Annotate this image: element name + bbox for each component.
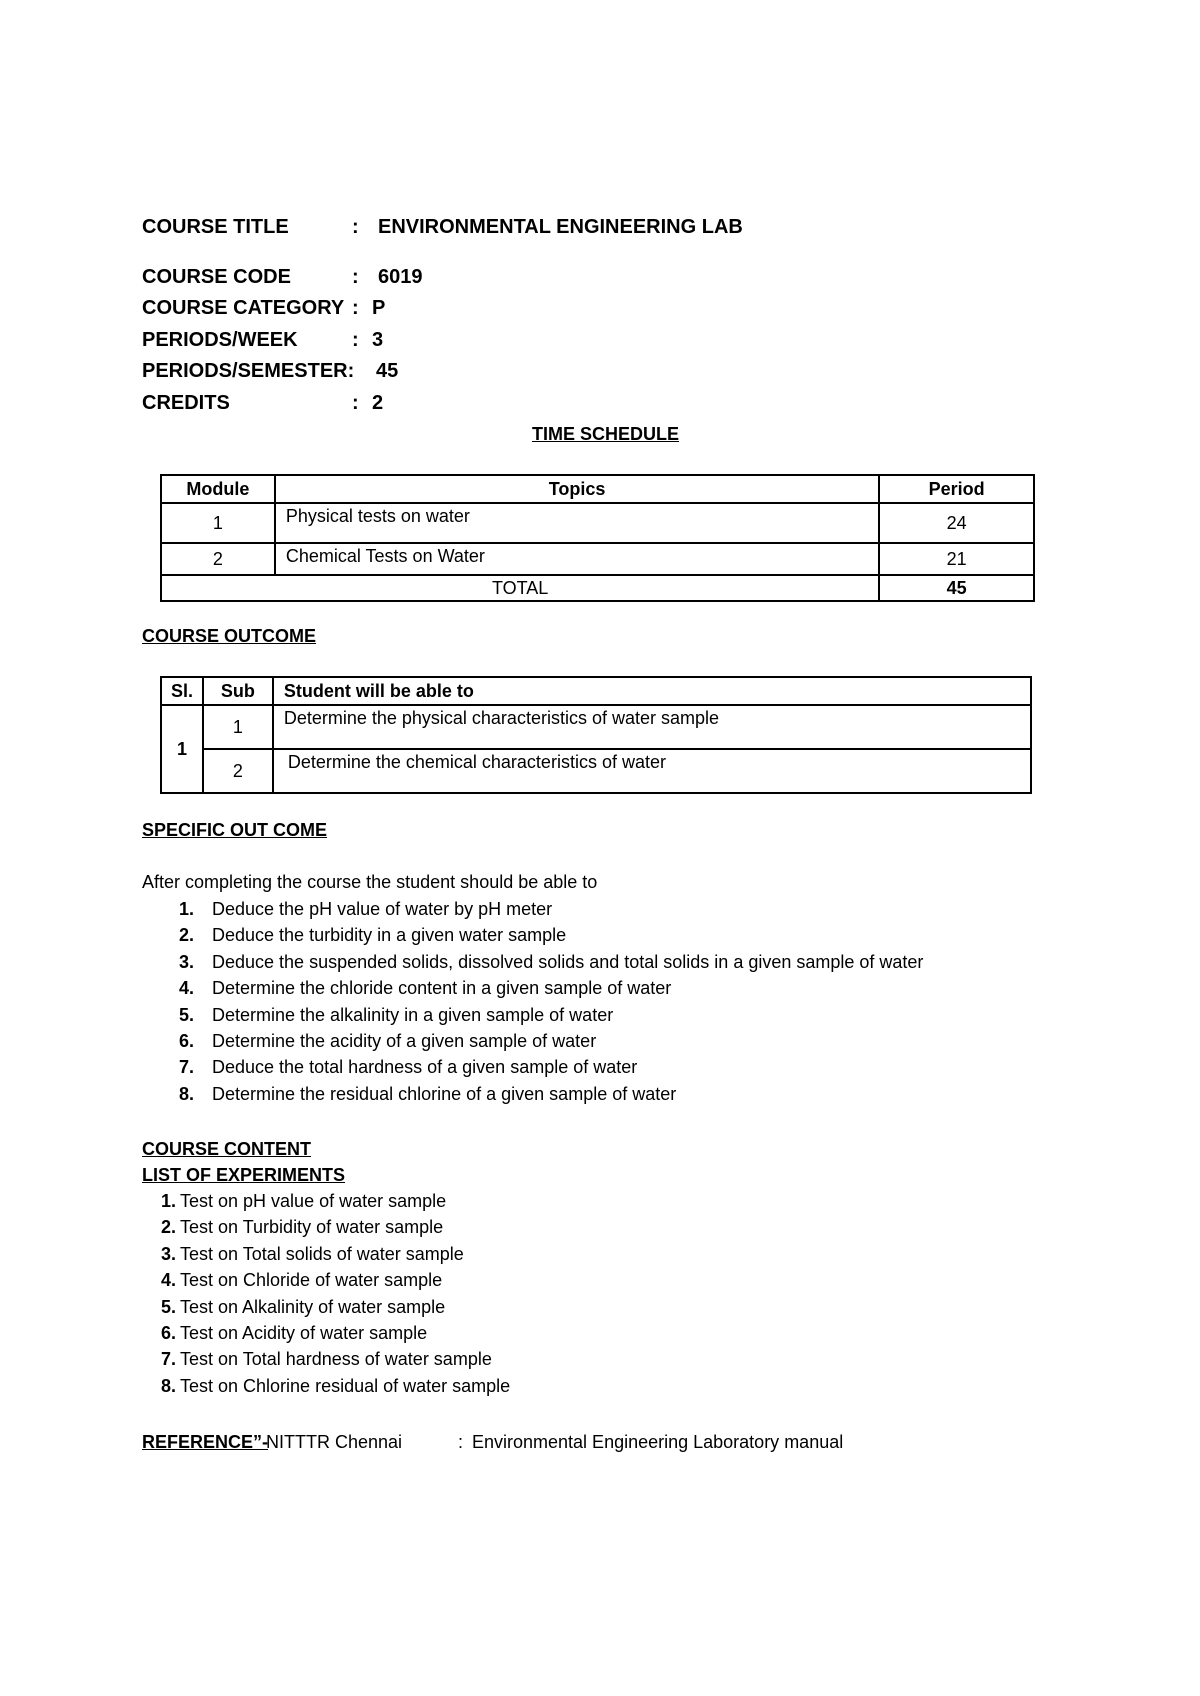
topic-cell: Physical tests on water xyxy=(275,503,879,543)
column-header-topics: Topics xyxy=(275,475,879,503)
periods-week-label: PERIODS/WEEK xyxy=(142,329,298,351)
item-text: Test on Turbidity of water sample xyxy=(180,1217,444,1238)
item-text: Test on pH value of water sample xyxy=(180,1191,447,1211)
list-item xyxy=(142,1241,510,1267)
table-header-row xyxy=(161,475,1034,503)
sl-cell: 1 xyxy=(161,705,203,793)
topic-cell: Chemical Tests on Water xyxy=(275,543,879,575)
outcome-cell: Determine the chemical characteristics of water xyxy=(273,749,1031,793)
credits-colon: : xyxy=(352,392,359,414)
table-header-row xyxy=(161,677,1031,705)
course-content-heading: COURSE CONTENT xyxy=(142,1139,312,1159)
list-item xyxy=(142,1320,510,1346)
item-number: 8. xyxy=(160,1375,176,1396)
list-item xyxy=(142,1346,510,1372)
list-item xyxy=(142,1028,923,1054)
specific-outcome-intro: After completing the course the student should be able to xyxy=(142,872,598,892)
column-header-sub: Sub xyxy=(203,677,273,705)
table-row xyxy=(161,749,1031,793)
period-cell: 24 xyxy=(879,503,1034,543)
reference-source: NITTTR Chennai xyxy=(266,1432,403,1452)
item-number: 3. xyxy=(160,1243,176,1264)
item-number: 8. xyxy=(178,1083,194,1104)
total-label: TOTAL xyxy=(161,575,879,601)
reference-label: REFERENCE”- xyxy=(142,1432,269,1452)
credits-label: CREDITS xyxy=(142,392,230,414)
item-number: 5. xyxy=(160,1296,176,1317)
column-header-student-will-be-able-to: Student will be able to xyxy=(273,677,1031,705)
list-item xyxy=(142,1054,923,1080)
item-text: Determine the residual chlorine of a given sample of water xyxy=(212,1083,677,1104)
column-header-sl: Sl. xyxy=(161,677,203,705)
total-value: 45 xyxy=(879,575,1034,601)
list-item xyxy=(142,1267,510,1293)
list-item xyxy=(142,1373,510,1399)
column-header-period: Period xyxy=(879,475,1034,503)
item-text: Test on Chlorine residual of water sample xyxy=(180,1375,511,1396)
module-cell: 1 xyxy=(161,503,275,543)
item-number: 1. xyxy=(160,1191,176,1211)
item-number: 7. xyxy=(178,1057,194,1078)
course-category-label: COURSE CATEGORY xyxy=(142,297,345,319)
outcome-cell: Determine the physical characteristics of water sample xyxy=(273,705,1031,749)
list-item xyxy=(142,1081,923,1107)
list-item xyxy=(142,1002,923,1028)
sub-cell: 1 xyxy=(203,705,273,749)
periods-semester-label: PERIODS/SEMESTER: xyxy=(142,360,355,382)
periods-week-value: 3 xyxy=(372,329,384,351)
item-number: 2. xyxy=(160,1217,176,1238)
list-item xyxy=(142,896,923,922)
credits-value: 2 xyxy=(372,392,384,414)
list-item xyxy=(142,949,923,975)
item-text: Test on Acidity of water sample xyxy=(180,1322,428,1343)
course-code-label: COURSE CODE xyxy=(142,266,291,288)
item-number: 6. xyxy=(178,1030,194,1051)
period-cell: 21 xyxy=(879,543,1034,575)
course-category-value: P xyxy=(372,297,386,319)
specific-outcome-list xyxy=(142,896,923,1107)
item-text: Deduce the suspended solids, dissolved solids and total solids in a given sample of water xyxy=(212,951,924,972)
item-number: 2. xyxy=(178,925,194,946)
module-cell: 2 xyxy=(161,543,275,575)
list-item xyxy=(142,1214,510,1240)
list-item xyxy=(142,1294,510,1320)
item-text: Deduce the pH value of water by pH meter xyxy=(212,899,553,919)
table-row xyxy=(161,705,1031,749)
item-number: 1. xyxy=(178,899,194,919)
item-text: Determine the chloride content in a given sample of water xyxy=(212,978,672,999)
list-item xyxy=(142,922,923,948)
item-text: Test on Chloride of water sample xyxy=(180,1270,443,1291)
course-title-label: COURSE TITLE xyxy=(142,216,289,238)
item-number: 6. xyxy=(160,1322,176,1343)
item-number: 7. xyxy=(160,1349,176,1370)
table-row xyxy=(161,543,1034,575)
item-number: 4. xyxy=(178,978,194,999)
item-text: Deduce the total hardness of a given sample of water xyxy=(212,1057,638,1078)
table-row xyxy=(161,503,1034,543)
item-number: 5. xyxy=(178,1004,194,1025)
reference-title: Environmental Engineering Laboratory manual xyxy=(472,1432,844,1452)
course-title-value: ENVIRONMENTAL ENGINEERING LAB xyxy=(378,216,743,238)
item-text: Determine the alkalinity in a given sample of water xyxy=(212,1004,614,1025)
item-text: Test on Total solids of water sample xyxy=(180,1243,464,1264)
item-text: Test on Alkalinity of water sample xyxy=(180,1296,446,1317)
periods-week-colon: : xyxy=(352,329,359,351)
item-text: Determine the acidity of a given sample of water xyxy=(212,1030,597,1051)
course-outcome-heading: COURSE OUTCOME xyxy=(142,626,317,646)
time-schedule-heading: TIME SCHEDULE xyxy=(532,424,680,444)
item-text: Test on Total hardness of water sample xyxy=(180,1349,492,1370)
list-of-experiments-heading: LIST OF EXPERIMENTS xyxy=(142,1165,346,1185)
course-title-colon: : xyxy=(352,216,359,238)
sub-cell: 2 xyxy=(203,749,273,793)
item-number: 4. xyxy=(160,1270,176,1291)
course-outcome-table xyxy=(160,676,1032,794)
list-item xyxy=(142,1188,510,1214)
course-code-value: 6019 xyxy=(378,266,423,288)
total-row xyxy=(161,575,1034,601)
periods-semester-value: 45 xyxy=(376,360,399,382)
specific-outcome-heading: SPECIFIC OUT COME xyxy=(142,820,328,840)
time-schedule-table xyxy=(160,474,1035,602)
item-number: 3. xyxy=(178,951,194,972)
list-item xyxy=(142,975,923,1001)
course-code-colon: : xyxy=(352,266,359,288)
experiments-list xyxy=(142,1188,510,1399)
reference-colon: : xyxy=(458,1432,464,1452)
item-text: Deduce the turbidity in a given water sample xyxy=(212,925,567,946)
column-header-module: Module xyxy=(161,475,275,503)
course-category-colon: : xyxy=(352,297,359,319)
